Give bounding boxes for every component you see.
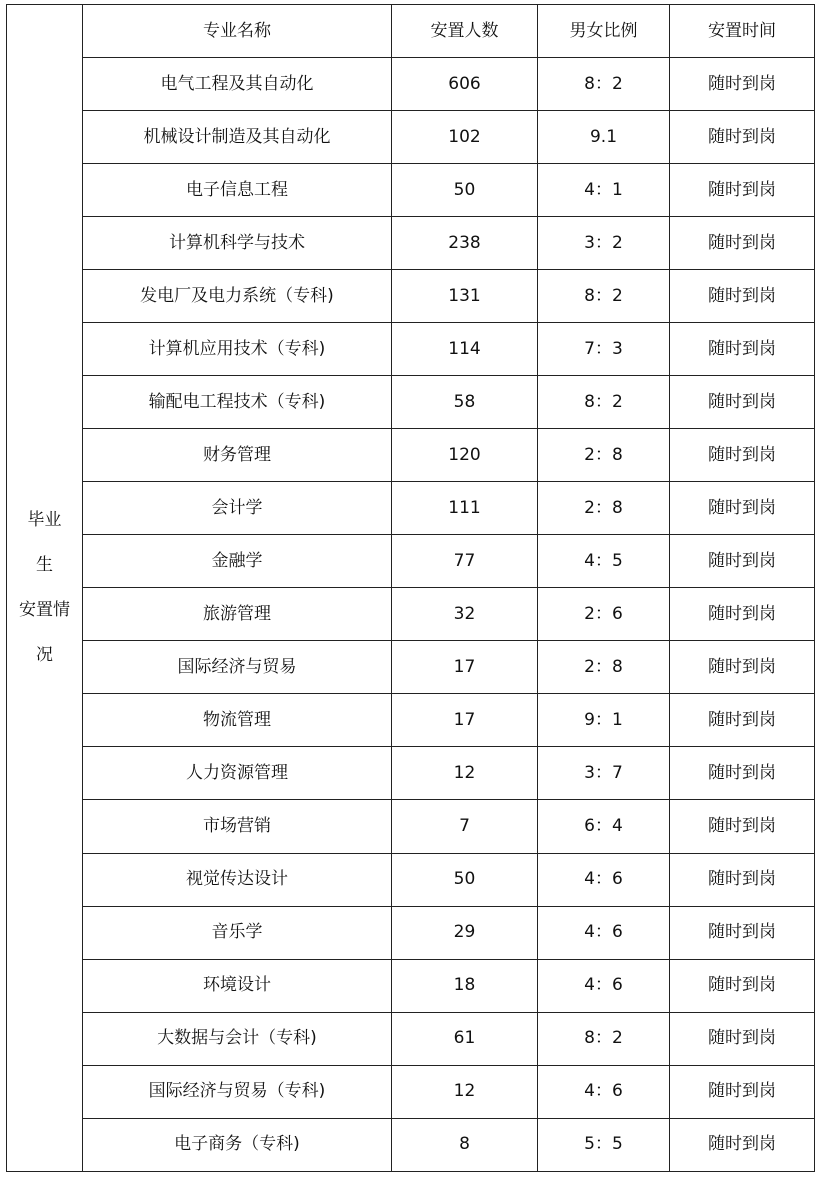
cell-ratio: 8：2 [538,58,670,111]
table-row [7,323,815,376]
side-label-line: 安置情 [19,600,70,620]
cell-time: 随时到岗 [670,588,815,641]
cell-major: 计算机应用技术（专科) [83,323,392,376]
cell-ratio: 9.1 [538,111,670,164]
table-row [7,376,815,429]
header-major: 专业名称 [83,5,392,58]
cell-major: 财务管理 [83,429,392,482]
table-row [7,535,815,588]
cell-time: 随时到岗 [670,641,815,694]
cell-major: 会计学 [83,482,392,535]
table-row [7,800,815,853]
table-row [7,482,815,535]
table-row [7,1065,815,1118]
cell-ratio: 4：1 [538,164,670,217]
table-row [7,747,815,800]
cell-time: 随时到岗 [670,376,815,429]
cell-ratio: 2：8 [538,429,670,482]
cell-major: 计算机科学与技术 [83,217,392,270]
cell-major: 发电厂及电力系统（专科) [83,270,392,323]
cell-major: 音乐学 [83,906,392,959]
cell-count: 111 [392,482,538,535]
table-row [7,959,815,1012]
table-row [7,164,815,217]
cell-count: 238 [392,217,538,270]
cell-count: 77 [392,535,538,588]
table-row [7,641,815,694]
table-body [7,5,815,1172]
cell-ratio: 4：6 [538,959,670,1012]
cell-ratio: 2：8 [538,641,670,694]
cell-time: 随时到岗 [670,1118,815,1171]
placement-table-page [6,4,814,1172]
cell-time: 随时到岗 [670,429,815,482]
cell-time: 随时到岗 [670,482,815,535]
table-row [7,217,815,270]
table-row [7,853,815,906]
cell-time: 随时到岗 [670,164,815,217]
side-label [7,512,82,664]
cell-major: 人力资源管理 [83,747,392,800]
cell-major: 市场营销 [83,800,392,853]
cell-major: 国际经济与贸易（专科) [83,1065,392,1118]
cell-major: 物流管理 [83,694,392,747]
cell-time: 随时到岗 [670,747,815,800]
cell-time: 随时到岗 [670,1012,815,1065]
header-ratio: 男女比例 [538,5,670,58]
cell-major: 大数据与会计（专科) [83,1012,392,1065]
cell-count: 7 [392,800,538,853]
table-row [7,429,815,482]
cell-count: 50 [392,164,538,217]
placement-table [6,4,815,1172]
cell-ratio: 6：4 [538,800,670,853]
header-time: 安置时间 [670,5,815,58]
cell-time: 随时到岗 [670,270,815,323]
cell-major: 电子商务（专科) [83,1118,392,1171]
cell-ratio: 3：2 [538,217,670,270]
cell-count: 8 [392,1118,538,1171]
cell-count: 17 [392,641,538,694]
cell-count: 102 [392,111,538,164]
table-row [7,1012,815,1065]
cell-count: 606 [392,58,538,111]
cell-ratio: 4：6 [538,906,670,959]
cell-time: 随时到岗 [670,906,815,959]
cell-major: 国际经济与贸易 [83,641,392,694]
cell-count: 61 [392,1012,538,1065]
cell-time: 随时到岗 [670,853,815,906]
cell-major: 金融学 [83,535,392,588]
side-label-line: 生 [36,555,53,575]
header-count: 安置人数 [392,5,538,58]
cell-time: 随时到岗 [670,111,815,164]
cell-count: 12 [392,747,538,800]
cell-ratio: 4：6 [538,1065,670,1118]
cell-time: 随时到岗 [670,800,815,853]
cell-count: 50 [392,853,538,906]
cell-count: 58 [392,376,538,429]
cell-major: 电子信息工程 [83,164,392,217]
side-label-line: 况 [36,645,53,665]
cell-ratio: 5：5 [538,1118,670,1171]
cell-time: 随时到岗 [670,323,815,376]
cell-major: 旅游管理 [83,588,392,641]
cell-count: 12 [392,1065,538,1118]
header-row [7,5,815,58]
cell-major: 输配电工程技术（专科) [83,376,392,429]
cell-ratio: 8：2 [538,1012,670,1065]
cell-ratio: 7：3 [538,323,670,376]
cell-ratio: 3：7 [538,747,670,800]
table-row [7,1118,815,1171]
cell-ratio: 8：2 [538,376,670,429]
side-label-cell [7,5,83,1172]
cell-count: 17 [392,694,538,747]
cell-time: 随时到岗 [670,1065,815,1118]
cell-count: 131 [392,270,538,323]
cell-ratio: 4：6 [538,853,670,906]
cell-time: 随时到岗 [670,217,815,270]
table-row [7,58,815,111]
table-row [7,111,815,164]
cell-count: 120 [392,429,538,482]
side-label-line: 毕业 [27,510,62,530]
table-row [7,906,815,959]
table-row [7,588,815,641]
table-row [7,694,815,747]
cell-count: 32 [392,588,538,641]
cell-count: 18 [392,959,538,1012]
cell-ratio: 2：6 [538,588,670,641]
cell-ratio: 4：5 [538,535,670,588]
table-row [7,270,815,323]
cell-major: 电气工程及其自动化 [83,58,392,111]
cell-time: 随时到岗 [670,694,815,747]
cell-major: 机械设计制造及其自动化 [83,111,392,164]
cell-ratio: 9：1 [538,694,670,747]
cell-count: 29 [392,906,538,959]
cell-ratio: 2：8 [538,482,670,535]
cell-time: 随时到岗 [670,58,815,111]
cell-count: 114 [392,323,538,376]
cell-time: 随时到岗 [670,959,815,1012]
cell-time: 随时到岗 [670,535,815,588]
cell-major: 环境设计 [83,959,392,1012]
cell-major: 视觉传达设计 [83,853,392,906]
cell-ratio: 8：2 [538,270,670,323]
